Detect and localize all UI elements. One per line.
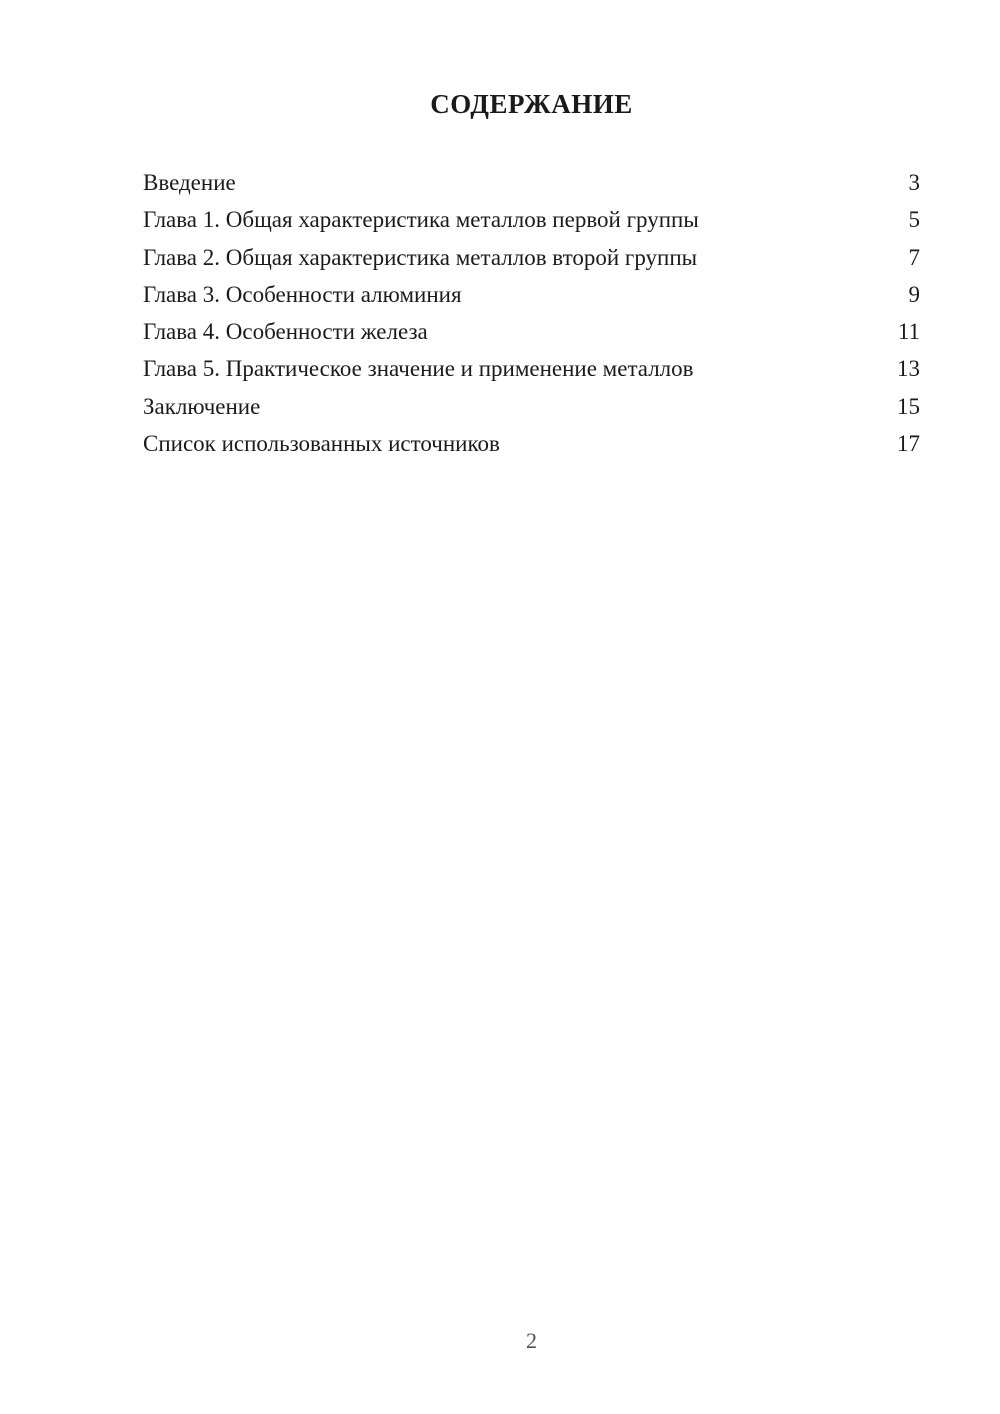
toc-entry-label: Заключение <box>143 393 261 419</box>
toc-entry-page-number: 7 <box>908 244 920 270</box>
table-of-contents <box>143 164 920 462</box>
toc-entry-page-number: 3 <box>908 170 920 195</box>
toc-entry-label: Глава 3. Особенности алюминия <box>143 281 462 307</box>
toc-entry-label: Список использованных источников <box>143 431 500 457</box>
toc-entry-page-number: 9 <box>908 281 920 307</box>
footer-page-number: 2 <box>526 1328 537 1353</box>
toc-entry-label: Глава 1. Общая характеристика металлов первой группы <box>143 207 699 233</box>
page-content <box>143 88 920 462</box>
toc-entry-page-number: 5 <box>908 207 920 233</box>
toc-entry-page-number: 13 <box>897 356 920 382</box>
toc-entry-page-number: 11 <box>897 319 920 345</box>
toc-entry-page-number: 17 <box>897 431 920 457</box>
toc-row <box>143 313 920 350</box>
toc-row <box>143 388 920 425</box>
toc-entry-label: Глава 5. Практическое значение и применение металлов <box>143 356 694 382</box>
page-title: СОДЕРЖАНИЕ <box>430 89 633 119</box>
toc-row <box>143 425 920 462</box>
toc-row <box>143 201 920 238</box>
toc-entry-page-number: 15 <box>897 393 920 419</box>
toc-entry-label: Введение <box>143 170 236 195</box>
toc-entry-label: Глава 2. Общая характеристика металлов второй группы <box>143 244 698 270</box>
toc-entry-label: Глава 4. Особенности железа <box>143 319 428 345</box>
toc-row <box>143 239 920 276</box>
toc-row <box>143 276 920 313</box>
toc-row <box>143 350 920 387</box>
toc-row <box>143 164 920 201</box>
